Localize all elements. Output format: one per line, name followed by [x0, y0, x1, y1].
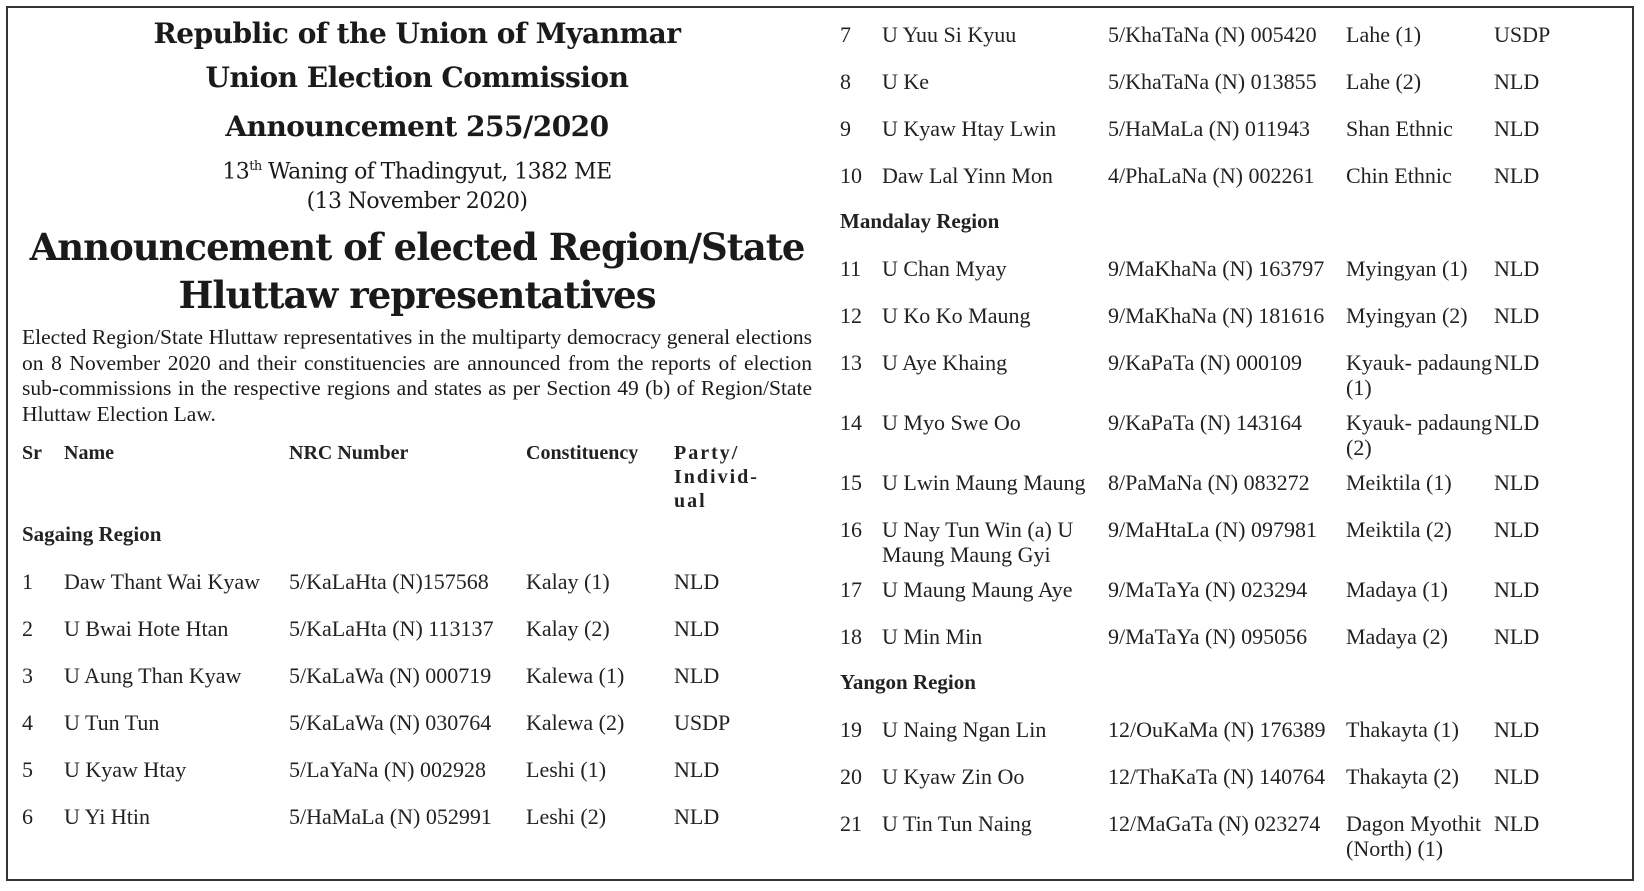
- nrc-cell: 5/KhaTaNa (N) 005420: [1108, 22, 1317, 47]
- table-row: [840, 507, 1550, 567]
- nrc-cell: 9/MaTaYa (N) 023294: [1108, 577, 1308, 602]
- sr-cell: 3: [22, 663, 33, 689]
- table-row: [22, 747, 770, 794]
- section-yangon: Yangon Region: [840, 670, 976, 694]
- sr-cell: 6: [22, 804, 33, 830]
- sr-cell: 4: [22, 710, 33, 736]
- sr-cell: 1: [22, 569, 33, 595]
- name-cell: U Maung Maung Aye: [882, 577, 1073, 602]
- party-cell: NLD: [674, 616, 720, 642]
- name-cell: U Aung Than Kyaw: [64, 663, 242, 689]
- party-cell: NLD: [674, 569, 720, 595]
- name-cell: U Kyaw Htay: [64, 757, 187, 783]
- constituency-cell: Madaya (1): [1346, 577, 1449, 602]
- name-cell: U Bwai Hote Htan: [64, 616, 229, 642]
- sr-cell: 8: [840, 69, 851, 94]
- constituency-cell: Kyauk- padaung (2): [1346, 410, 1493, 460]
- table-row: [840, 340, 1550, 400]
- sr-cell: 7: [840, 22, 851, 47]
- party-cell: NLD: [1494, 624, 1540, 649]
- sr-cell: 5: [22, 757, 33, 783]
- table-row: [840, 801, 1550, 861]
- nrc-cell: 5/KaLaHta (N)157568: [289, 569, 489, 595]
- constituency-cell: Thakayta (1): [1346, 717, 1459, 742]
- party-cell: USDP: [1494, 22, 1551, 47]
- constituency-cell: Kalewa (1): [526, 663, 625, 689]
- name-cell: U Tin Tun Naing: [882, 811, 1032, 836]
- nrc-cell: 9/KaPaTa (N) 143164: [1108, 410, 1302, 435]
- date-rest: Waning of Thadingyut, 1382 ME: [261, 159, 612, 185]
- table-row: [840, 567, 1550, 614]
- sr-cell: 18: [840, 624, 862, 649]
- date-myanmar: [22, 152, 812, 187]
- nrc-cell: 9/KaPaTa (N) 000109: [1108, 350, 1302, 375]
- party-cell: NLD: [674, 757, 720, 783]
- table-row: [840, 293, 1550, 340]
- column-header-constituency: Constituency: [526, 442, 639, 465]
- nrc-cell: 5/LaYaNa (N) 002928: [289, 757, 486, 783]
- table-row: [22, 794, 770, 841]
- table-row: [840, 12, 1550, 59]
- table-row: [22, 700, 770, 747]
- sr-cell: 13: [840, 350, 862, 375]
- date-day: 13: [222, 159, 250, 185]
- roster-table-left: [22, 427, 770, 841]
- nrc-cell: 5/HaMaLa (N) 011943: [1108, 116, 1311, 141]
- constituency-cell: Dagon Myothit (North) (1): [1346, 811, 1482, 861]
- constituency-cell: Meiktila (2): [1346, 517, 1452, 542]
- name-cell: Daw Lal Yinn Mon: [882, 163, 1053, 188]
- constituency-cell: Shan Ethnic: [1346, 116, 1453, 141]
- constituency-cell: Leshi (1): [526, 757, 607, 783]
- column-header-name: Name: [64, 442, 114, 465]
- nrc-cell: 5/KhaTaNa (N) 013855: [1108, 69, 1317, 94]
- nrc-cell: 9/MaKhaNa (N) 163797: [1108, 256, 1325, 281]
- name-cell: U Chan Myay: [882, 256, 1007, 281]
- nrc-cell: 12/ThaKaTa (N) 140764: [1108, 764, 1326, 789]
- date-gregorian: (13 November 2020): [306, 189, 528, 215]
- sr-cell: 12: [840, 303, 862, 328]
- constituency-cell: Kyauk- padaung (1): [1346, 350, 1493, 400]
- sr-cell: 10: [840, 163, 862, 188]
- column-header-sr: Sr: [22, 442, 42, 465]
- sr-cell: 20: [840, 764, 862, 789]
- sr-cell: 11: [840, 256, 862, 281]
- table-row: [22, 653, 770, 700]
- sr-cell: 21: [840, 811, 862, 836]
- nrc-cell: 8/PaMaNa (N) 083272: [1108, 470, 1310, 495]
- constituency-cell: Madaya (2): [1346, 624, 1449, 649]
- name-cell: U Tun Tun: [64, 710, 160, 736]
- name-cell: U Yi Htin: [64, 804, 150, 830]
- section-row: [840, 200, 1550, 246]
- constituency-cell: Myingyan (2): [1346, 303, 1468, 328]
- header-commission: Union Election Commission: [205, 61, 629, 94]
- section-row: [840, 661, 1550, 707]
- party-cell: NLD: [674, 804, 720, 830]
- name-cell: U Aye Khaing: [882, 350, 1008, 375]
- table-row: [840, 153, 1550, 200]
- table-row: [840, 614, 1550, 661]
- header-republic: Republic of the Union of Myanmar: [153, 17, 681, 50]
- section-row: [22, 513, 770, 559]
- nrc-cell: 9/MaKhaNa (N) 181616: [1108, 303, 1325, 328]
- name-cell: Daw Thant Wai Kyaw: [64, 569, 260, 595]
- sr-cell: 16: [840, 517, 862, 542]
- party-cell: NLD: [1494, 764, 1540, 789]
- section-sagaing: Sagaing Region: [22, 522, 162, 547]
- sr-cell: 9: [840, 116, 851, 141]
- party-cell: NLD: [1494, 811, 1540, 836]
- party-cell: NLD: [1494, 69, 1540, 94]
- nrc-cell: 5/KaLaWa (N) 030764: [289, 710, 492, 736]
- party-cell: NLD: [1494, 577, 1540, 602]
- constituency-cell: Lahe (1): [1346, 22, 1422, 47]
- party-cell: NLD: [1494, 256, 1540, 281]
- name-cell: U Nay Tun Win (a) U Maung Maung Gyi: [882, 517, 1074, 567]
- constituency-cell: Chin Ethnic: [1346, 163, 1452, 188]
- nrc-cell: 9/MaHtaLa (N) 097981: [1108, 517, 1317, 542]
- announcement-number: Announcement 255/2020: [225, 110, 609, 143]
- left-column: [22, 12, 812, 841]
- table-row: [840, 754, 1550, 801]
- name-cell: U Min Min: [882, 624, 983, 649]
- constituency-cell: Meiktila (1): [1346, 470, 1452, 495]
- right-column: [840, 12, 1630, 861]
- sr-cell: 14: [840, 410, 862, 435]
- name-cell: U Kyaw Htay Lwin: [882, 116, 1057, 141]
- nrc-cell: 5/KaLaHta (N) 113137: [289, 616, 494, 642]
- party-cell: NLD: [1494, 517, 1540, 542]
- table-row: [840, 707, 1550, 754]
- nrc-cell: 12/MaGaTa (N) 023274: [1108, 811, 1321, 836]
- date-ordinal: th: [249, 159, 262, 174]
- constituency-cell: Thakayta (2): [1346, 764, 1459, 789]
- column-header-party: Party/ Individ- ual: [674, 442, 759, 513]
- nrc-cell: 5/HaMaLa (N) 052991: [289, 804, 492, 830]
- table-row: [22, 606, 770, 653]
- party-cell: NLD: [1494, 350, 1540, 375]
- sr-cell: 19: [840, 717, 862, 742]
- party-cell: USDP: [674, 710, 731, 736]
- party-cell: NLD: [1494, 717, 1540, 742]
- name-cell: U Naing Ngan Lin: [882, 717, 1047, 742]
- roster-table-right: [840, 12, 1550, 861]
- table-row: [840, 460, 1550, 507]
- name-cell: U Lwin Maung Maung: [882, 470, 1086, 495]
- table-row: [840, 106, 1550, 153]
- sr-cell: 15: [840, 470, 862, 495]
- name-cell: U Kyaw Zin Oo: [882, 764, 1025, 789]
- table-row: [840, 59, 1550, 106]
- table-row: [22, 559, 770, 606]
- section-mandalay: Mandalay Region: [840, 209, 1000, 233]
- constituency-cell: Kalay (1): [526, 569, 610, 595]
- constituency-cell: Lahe (2): [1346, 69, 1422, 94]
- constituency-cell: Myingyan (1): [1346, 256, 1468, 281]
- nrc-cell: 9/MaTaYa (N) 095056: [1108, 624, 1308, 649]
- party-cell: NLD: [1494, 163, 1540, 188]
- party-cell: NLD: [674, 663, 720, 689]
- constituency-cell: Leshi (2): [526, 804, 607, 830]
- sr-cell: 2: [22, 616, 33, 642]
- party-cell: NLD: [1494, 470, 1540, 495]
- table-row: [840, 246, 1550, 293]
- nrc-cell: 12/OuKaMa (N) 176389: [1108, 717, 1326, 742]
- page-title: Announcement of elected Region/State Hluttaw representatives: [29, 225, 805, 318]
- name-cell: U Ko Ko Maung: [882, 303, 1031, 328]
- party-cell: NLD: [1494, 410, 1540, 435]
- intro-paragraph: Elected Region/State Hluttaw representatives in the multiparty democracy general elections on 8 November 2020 and their constituencies are announced from the reports of election sub-commissions in the respective regions and states as per Section 49 (b) of Region/State Hluttaw Election Law.: [22, 325, 812, 426]
- constituency-cell: Kalay (2): [526, 616, 610, 642]
- party-cell: NLD: [1494, 303, 1540, 328]
- table-header-row: [22, 427, 770, 513]
- table-row: [840, 400, 1550, 460]
- nrc-cell: 4/PhaLaNa (N) 002261: [1108, 163, 1315, 188]
- sr-cell: 17: [840, 577, 862, 602]
- column-header-nrc: NRC Number: [289, 442, 409, 465]
- party-cell: NLD: [1494, 116, 1540, 141]
- name-cell: U Myo Swe Oo: [882, 410, 1021, 435]
- name-cell: U Ke: [882, 69, 930, 94]
- constituency-cell: Kalewa (2): [526, 710, 625, 736]
- nrc-cell: 5/KaLaWa (N) 000719: [289, 663, 492, 689]
- name-cell: U Yuu Si Kyuu: [882, 22, 1017, 47]
